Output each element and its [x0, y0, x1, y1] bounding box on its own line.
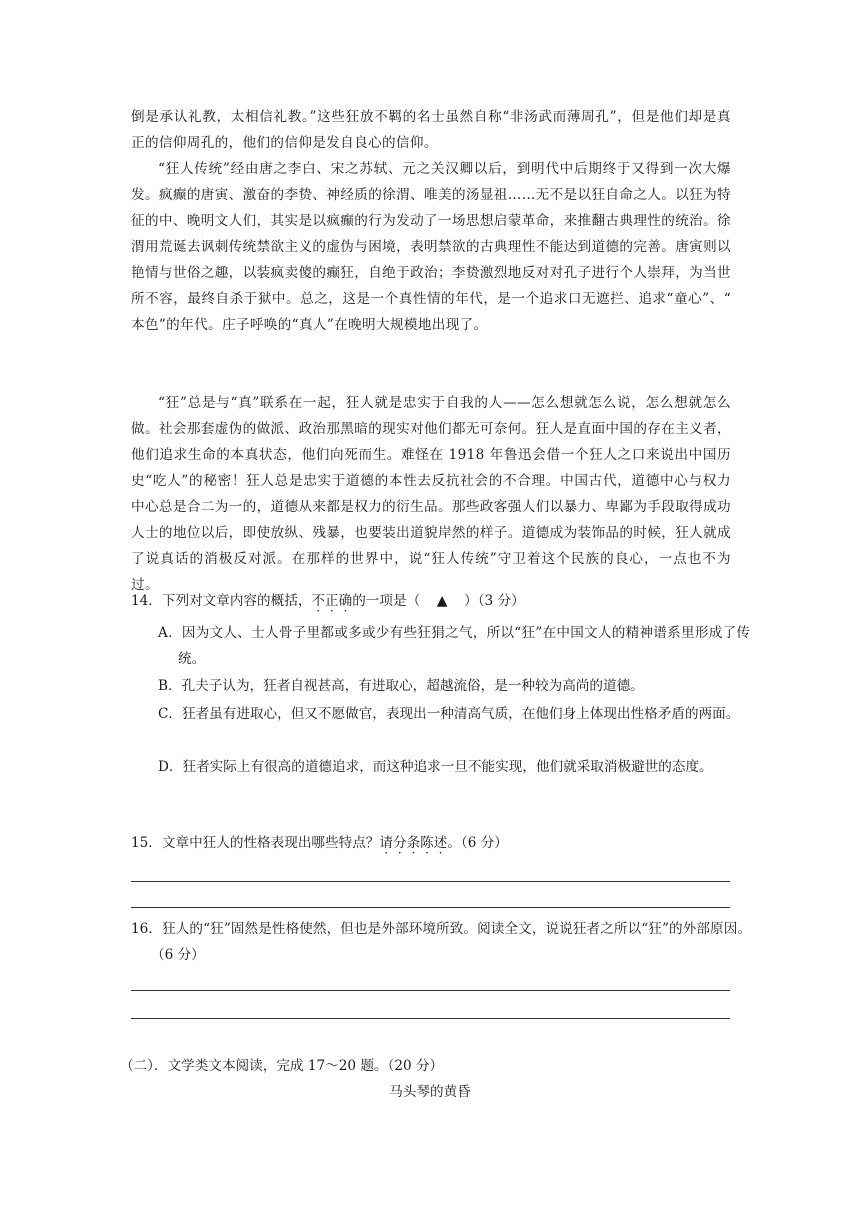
q15-answer-line-1[interactable]	[131, 881, 730, 882]
q14-option-d: D．狂者实际上有很高的道德追求，而这种追求一旦不能实现，他们就采取消极避世的态度。	[158, 759, 713, 775]
q14-mid: 的一项是（	[352, 593, 421, 609]
question-14-stem	[131, 588, 731, 614]
q14-option-b: B．孔夫子认为，狂者自视甚高，有进取心，超越流俗，是一种较为高尚的道德。	[158, 678, 644, 694]
q14-option-a: A．因为文人、士人骨子里都或多或少有些狂狷之气，所以“狂”在中国文人的精神谱系里形成了传统。	[158, 625, 750, 667]
q15-emphasis-3: 条	[406, 835, 421, 851]
q14-emphasis-2: 正	[325, 593, 339, 609]
q15-emphasis-1: 请	[379, 835, 393, 851]
q15-emphasis-2: 分	[392, 835, 407, 851]
section-2-heading: （二）．文学类文本阅读，完成 17～20 题。（20 分）	[120, 1058, 444, 1074]
passage-paragraph-2: “狂人传统”经由唐之李白、宋之苏轼、元之关汉卿以后，到明代中后期终于又得到一次大爆发。疯癫的唐寅、激奋的李贽、神经质的徐渭、唯美的汤显祖……无不是以狂自命之人。以狂为特征的中、晚明文人们，其实是以疯癫的行为发动了一场思想启蒙革命，来推翻古典理性的统治。徐渭用荒诞去讽刺传统禁欲主义的虚伪与困境，表明禁欲的古典理性不能达到道德的完善。唐寅则以艳情与世俗之趣，以装疯卖傻的癫狂，自绝于政治；李贽激烈地反对对孔子进行个人崇拜，为当世所不容，最终自杀于狱中。总之，这是一个真性情的年代，是一个追求口无遮拦、追求“童心”、“ 本色”的年代。庄子呼唤的“真人”在晚明大规模地出现了。	[131, 161, 731, 333]
answer-blank-triangle-icon: ▲	[436, 593, 448, 609]
q14-option-c: C．狂者虽有进取心，但又不愿做官，表现出一种清高气质，在他们身上体现出性格矛盾的两面。	[158, 706, 740, 722]
q15-prefix: 15．文章中狂人的性格表现出哪些特点？	[131, 835, 380, 851]
q14-prefix: 14．下列对文章内容的概括，	[131, 593, 312, 609]
q15-emphasis-4: 陈	[420, 835, 434, 851]
q16-answer-line-1[interactable]	[131, 990, 730, 991]
passage-paragraph-1: 倒是承认礼教，太相信礼教。”这些狂放不羁的名士虽然自称“非汤武而薄周孔”，但是他们却是真正的信仰周孔的，他们的信仰是发自良心的信仰。	[131, 109, 731, 151]
q14-emphasis-1: 不	[311, 593, 326, 609]
q16-answer-line-2[interactable]	[131, 1018, 730, 1019]
q15-suffix: 。（6 分）	[447, 835, 508, 851]
q14-emphasis-3: 确	[338, 593, 353, 609]
question-15-stem	[131, 830, 731, 856]
q15-answer-line-2[interactable]	[131, 907, 730, 908]
article-title: 马头琴的黄昏	[389, 1084, 471, 1100]
passage-paragraph-3: “狂”总是与“真”联系在一起，狂人就是忠实于自我的人——怎么想就怎么说，怎么想就怎么做。社会那套虚伪的做派、政治那黑暗的现实对他们都无可奈何。狂人是直面中国的存在主义者，他们追求生命的本真状态，他们向死而生。难怪在 1918 年鲁迅会借一个狂人之口来说出中国历史“吃人”的秘密！狂人总是忠实于道德的本性去反抗社会的不合理。中国古代，道德中心与权力中心总是合二为一的，道德从来都是权力的衍生品。那些政客强人们以暴力、卑鄙为手段取得成功人士的地位以后，即使放纵、残暴，也要装出道貌岸然的样子。道德成为装饰品的时候，狂人就成了说真话的消极反对派。在那样的世界中，说“狂人传统”守卫着这个民族的良心，一点也不为过。	[131, 395, 731, 593]
question-16-stem: 16．狂人的“狂”固然是性格使然，但也是外部环境所致。阅读全文，说说狂者之所以“狂”的外部原因。（6 分）	[131, 921, 751, 963]
q14-suffix: ）（3 分）	[464, 593, 525, 609]
q15-emphasis-5: 述	[433, 835, 448, 851]
